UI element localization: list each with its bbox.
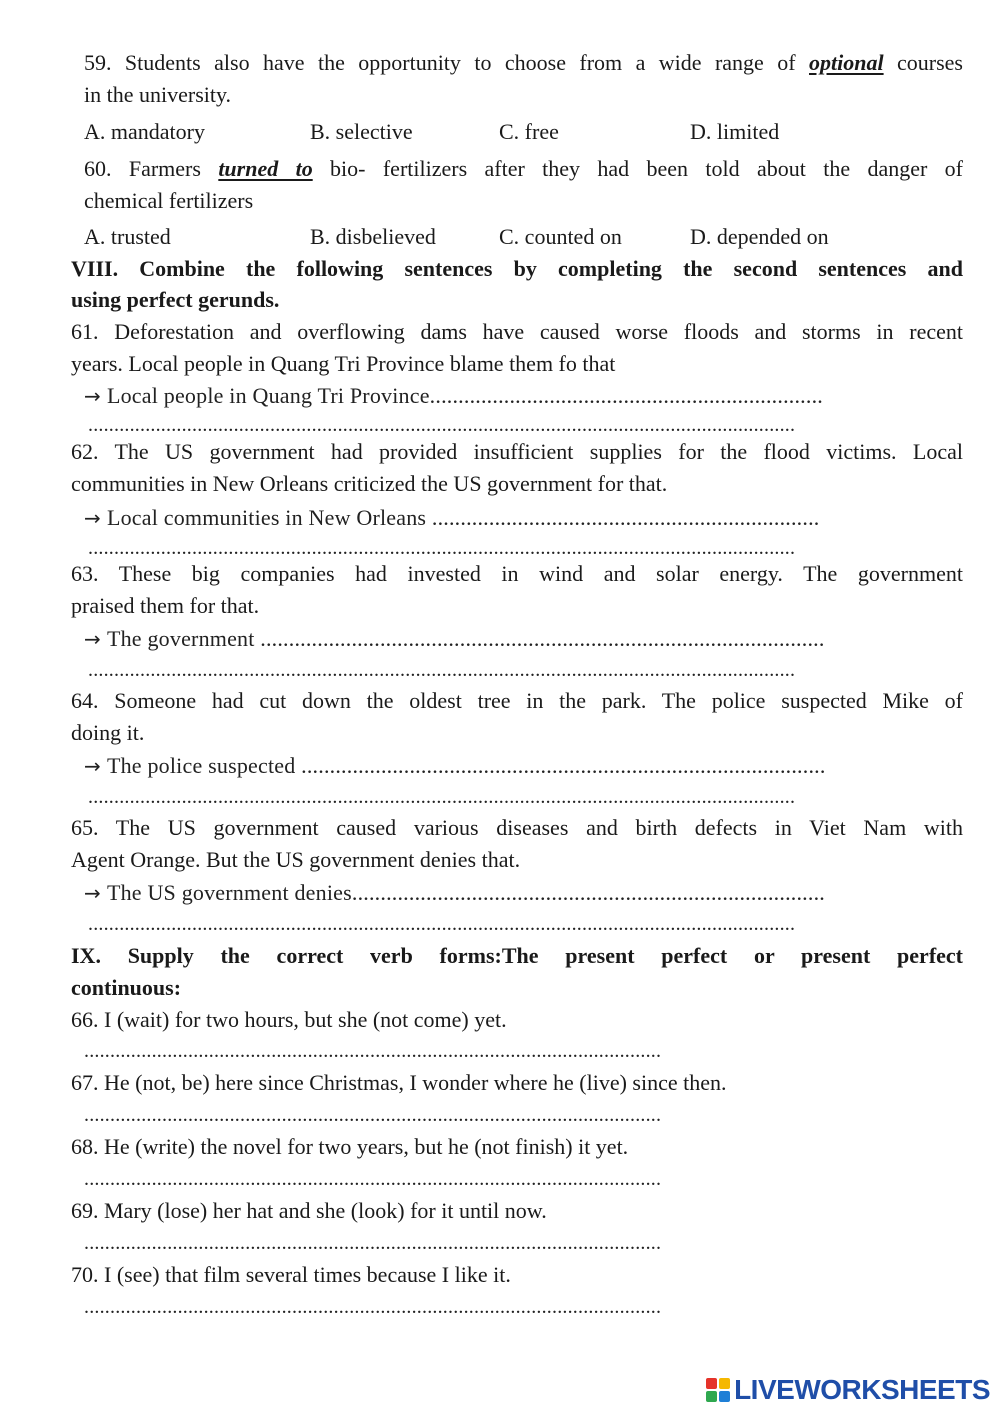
question-68-answer-field[interactable]: ............................................................................................................... [84,1168,662,1190]
question-59-option-c[interactable]: C. free [499,119,559,144]
question-59-underlined-word: optional [809,50,884,75]
question-65-prompt: The US government denies................................................................................... [106,880,825,905]
question-59-option-a[interactable]: A. mandatory [84,119,205,144]
arrow-right-icon: → [84,506,101,530]
question-62-line2: communities in New Orleans criticized the US government for that. [71,471,668,496]
question-65-line1: 65. The US government caused various diseases and birth defects in Viet Nam with [71,815,963,840]
logo-grid-icon [706,1378,730,1402]
question-60-line1 [84,154,963,184]
question-64-line2: doing it. [71,720,145,745]
question-60-option-b[interactable]: B. disbelieved [310,224,436,249]
question-59-text: 59. Students also have the opportunity to choose from a wide range of [84,50,810,75]
logo-square-blue [719,1391,730,1402]
question-60-option-d[interactable]: D. depended on [690,224,829,249]
arrow-right-icon: → [84,754,101,778]
question-64-answer-line2[interactable]: ........................................................................................................................................ [88,786,796,808]
question-68-text: 68. He (write) the novel for two years, but he (not finish) it yet. [71,1134,629,1159]
question-62-answer-field[interactable] [84,505,924,531]
question-59-option-d[interactable]: D. limited [690,119,780,144]
arrow-right-icon: → [84,627,101,651]
question-60-text-after: bio- fertilizers after they had been told about the danger of [312,156,963,181]
question-59-text-after: courses [883,50,963,75]
question-59-line1 [84,48,963,78]
logo-text: LIVEWORKSHEETS [734,1374,990,1405]
question-61-line1: 61. Deforestation and overflowing dams have caused worse floods and storms in recent [71,319,963,344]
question-70-text: 70. I (see) that film several times because I like it. [71,1262,511,1287]
question-66-text: 66. I (wait) for two hours, but she (not come) yet. [71,1007,507,1032]
section-8-heading: VIII. Combine the following sentences by completing the second sentences and [71,256,963,281]
question-60-underlined-word: turned to [218,156,313,181]
question-61-prompt: Local people in Quang Tri Province..................................................................... [106,383,823,408]
question-63-answer-line2[interactable]: ........................................................................................................................................ [88,659,796,681]
question-69-answer-field[interactable]: ............................................................................................................... [84,1232,662,1254]
logo-square-red [706,1378,717,1389]
question-63-prompt: The government ................................................................................................... [106,626,825,651]
question-64-answer-field[interactable] [84,753,924,779]
question-62-answer-line2[interactable]: ........................................................................................................................................ [88,537,796,559]
question-63-line2: praised them for that. [71,593,260,618]
question-65-answer-line2[interactable]: ........................................................................................................................................ [88,913,796,935]
logo-square-yellow [719,1378,730,1389]
question-63-answer-field[interactable] [84,626,924,652]
arrow-right-icon: → [84,881,101,905]
question-64-prompt: The police suspected ............................................................................................ [106,753,826,778]
question-67-answer-field[interactable]: ............................................................................................................... [84,1104,662,1126]
question-70-answer-field[interactable]: ............................................................................................................... [84,1296,662,1318]
section-9-heading-line2: continuous: [71,975,182,1000]
question-62-line1: 62. The US government had provided insufficient supplies for the flood victims. Local [71,439,963,464]
question-62-prompt: Local communities in New Orleans .................................................................... [106,505,820,530]
question-69-text: 69. Mary (lose) her hat and she (look) for it until now. [71,1198,547,1223]
question-64-line1: 64. Someone had cut down the oldest tree in the park. The police suspected Mike of [71,688,963,713]
question-67-text: 67. He (not, be) here since Christmas, I wonder where he (live) since then. [71,1070,727,1095]
question-59-option-b[interactable]: B. selective [310,119,413,144]
question-60-option-c[interactable]: C. counted on [499,224,622,249]
section-8-heading-line2: using perfect gerunds. [71,287,280,312]
question-61-answer-line2[interactable]: ........................................................................................................................................ [88,414,796,436]
logo-square-green [706,1391,717,1402]
question-60-line2: chemical fertilizers [84,188,254,213]
section-9-heading: IX. Supply the correct verb forms:The present perfect or present perfect [71,943,963,968]
arrow-right-icon: → [84,384,101,408]
question-66-answer-field[interactable]: ............................................................................................................... [84,1040,662,1062]
liveworksheets-logo [706,1373,990,1407]
question-65-line2: Agent Orange. But the US government denies that. [71,847,521,872]
question-59-line2: in the university. [84,82,232,107]
question-60-option-a[interactable]: A. trusted [84,224,171,249]
question-60-text: 60. Farmers [84,156,219,181]
question-61-line2: years. Local people in Quang Tri Province blame them fo that [71,351,616,376]
question-63-line1: 63. These big companies had invested in wind and solar energy. The government [71,561,963,586]
question-65-answer-field[interactable] [84,880,924,906]
question-61-answer-field[interactable] [84,383,924,409]
